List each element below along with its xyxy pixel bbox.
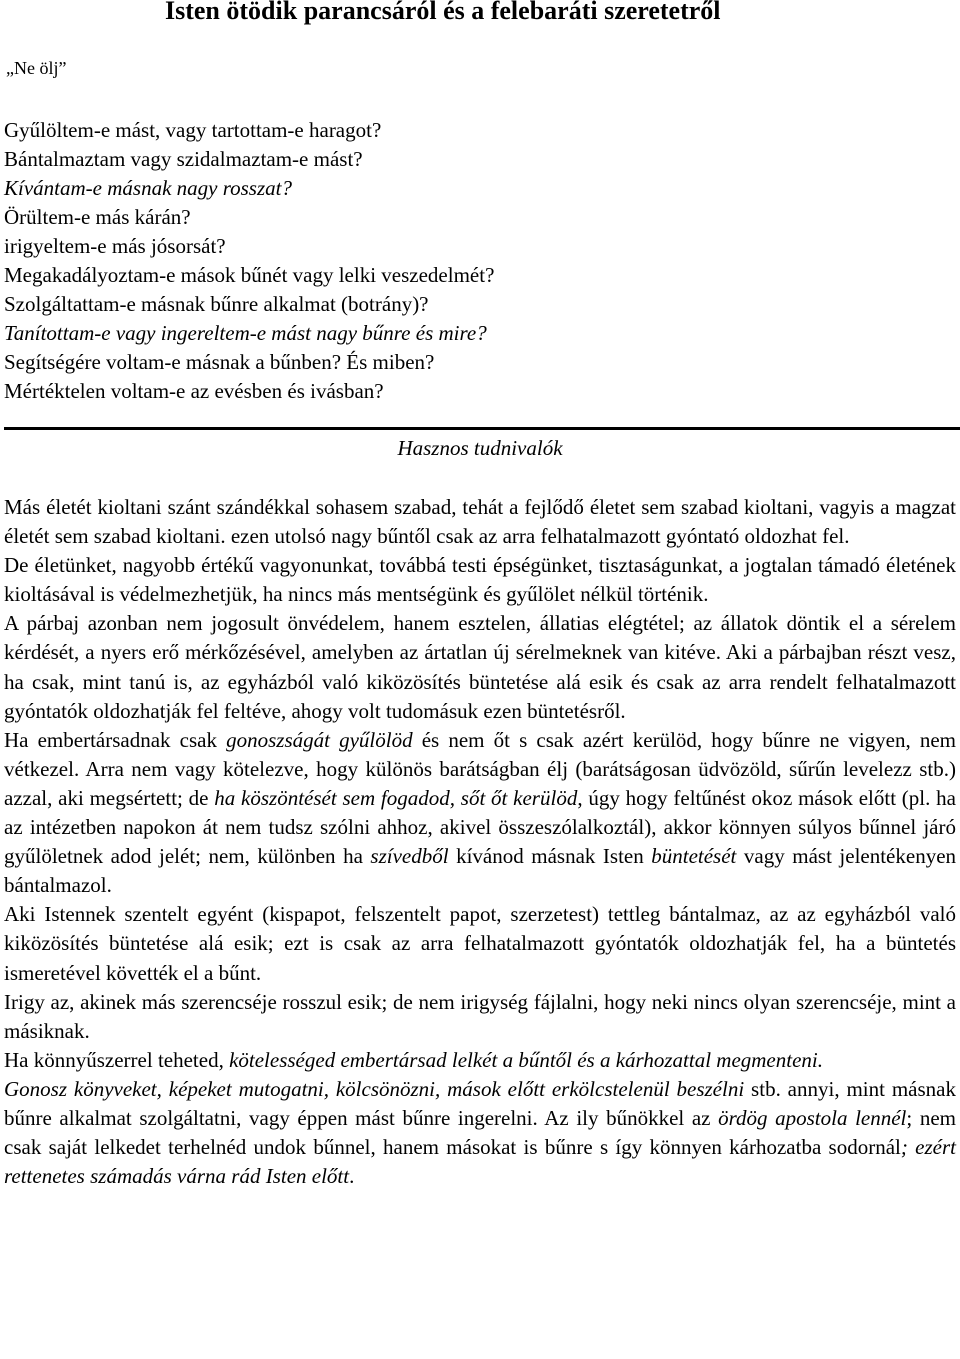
paragraph <box>4 988 956 1046</box>
emphasized-text: kötelességed embertársad lelkét a bűntől és a kárhozattal megmenteni. <box>229 1047 823 1072</box>
emphasized-text: gonoszságát gyűlölöd <box>226 727 413 752</box>
question-line: irigyeltem-e más jósorsát? <box>4 234 226 258</box>
paragraph <box>4 609 956 725</box>
paragraph-text: De életünket, nagyobb értékű vagyonunkat, továbbá testi épségünket, tisztaságunkat, a jogtalan támadó életének kioltásával is védelmezhetjük, ha nincs más mentségünk és gyűlölet nélkül történik. <box>4 553 956 607</box>
emphasized-text: ördög apostola lennél <box>718 1105 907 1130</box>
emphasized-text: Gonosz könyveket, képeket mutogatni, kölcsönözni, mások előtt erkölcstelenül beszélni <box>4 1076 745 1101</box>
paragraph-text: , úgy hogy feltűnést okoz mások előtt (pl. ha az intézetben napokon át nem tudsz szólni ahhoz, akivel összeszólalkoztál), akkor könnyen súlyos bűnnel járó gyűlöletnek adod jelét; nem, különben ha <box>4 785 956 869</box>
horizontal-divider <box>4 427 960 430</box>
question-line: Bántalmaztam vagy szidalmaztam-e mást? <box>4 147 363 171</box>
paragraph-text: Ha embertársadnak csak <box>4 727 227 752</box>
emphasized-text: ha köszöntését sem fogadod, sőt őt kerülöd <box>214 785 578 810</box>
question-line: Tanítottam-e vagy ingereltem-e mást nagy bűnre és mire? <box>4 321 487 345</box>
paragraph <box>4 493 956 551</box>
question-line: Kívántam-e másnak nagy rosszat? <box>4 176 292 200</box>
section-heading: Hasznos tudnivalók <box>397 436 563 460</box>
commandment-subtitle: „Ne ölj” <box>6 58 67 78</box>
body-text <box>4 493 956 1191</box>
examination-questions <box>4 116 956 406</box>
paragraph-text: ; nem csak saját lelkedet terhelnéd undok bűnnel, hanem másokat is bűnre s így könnyen kárhozatba sodornál <box>4 1105 957 1160</box>
paragraph <box>4 551 956 609</box>
paragraph-text: Ha könnyűszerrel teheted, <box>4 1047 230 1072</box>
question-line: Szolgáltattam-e másnak bűnre alkalmat (botrány)? <box>4 292 429 316</box>
paragraph-text: kívánod másnak Isten <box>448 844 652 869</box>
paragraph-text: Irigy az, akinek más szerencséje rosszul esik; de nem irigység fájlalni, hogy neki nincs olyan szerencséje, mint a másiknak. <box>4 989 956 1043</box>
paragraph-text: és nem őt s csak azért kerülöd, hogy bűnre ne vigyen, nem vétkezel. Arra nem vagy kötelezve, hogy különös barátságban élj (barátságosan üdvözöld, sűrűn levelezz stb.) azzal, aki megsértett; de <box>4 727 957 810</box>
question-line: Segítségére voltam-e másnak a bűnben? És miben? <box>4 350 435 374</box>
emphasized-text: ; ezért rettenetes számadás várna rád Isten előtt <box>4 1135 956 1189</box>
emphasized-text: büntetését <box>651 844 737 869</box>
paragraph-text: Más életét kioltani szánt szándékkal sohasem szabad, tehát a fejlődő életet sem szabad kioltani, vagyis a magzat életét sem szabad kioltani. ezen utolsó nagy bűntől csak az arra felhatalmazott gyóntató oldozhat fel. <box>4 495 956 549</box>
paragraph-text: . <box>349 1164 355 1189</box>
page-title: Isten ötödik parancsáról és a felebaráti szeretetről <box>165 0 721 25</box>
paragraph-text: stb. annyi, mint másnak bűnre alkalmat szolgáltatni, vagy éppen mást bűnre ingerelni. Az ily bűnökkel az <box>4 1076 956 1130</box>
paragraph <box>4 1075 956 1191</box>
question-line: Örültem-e más kárán? <box>4 205 191 229</box>
paragraph <box>4 1046 956 1075</box>
paragraph-text: Aki Istennek szentelt egyént (kispapot, felszentelt papot, szerzetest) tettleg bántalmaz, az az egyházból való kiközösítés büntetése alá esik; ezt is csak az arra felhatalmazott gyóntatók oldozhatják fel, ha a büntetés ismeretével követték el a bűnt. <box>4 902 956 985</box>
question-line: Mértéktelen voltam-e az evésben és ivásban? <box>4 379 384 403</box>
paragraph <box>4 726 956 901</box>
emphasized-text: szívedből <box>370 844 449 869</box>
paragraph <box>4 900 956 987</box>
paragraph-text: vagy mást jelentékenyen bántalmazol. <box>4 844 957 898</box>
question-line: Megakadályoztam-e mások bűnét vagy lelki veszedelmét? <box>4 263 495 287</box>
paragraph-text: A párbaj azonban nem jogosult önvédelem, hanem esztelen, állatias elégtétel; az állatok döntik el a sérelem kérdését, a nyers erő mérkőzésével, amelyben az ártatlan új sérelmeknek van kitéve. Aki a párbajban részt vesz, ha csak, mint tanú is, az egyházból való kiközösítés büntetése alá esik és csak az arra rendelt felhatalmazott gyóntatók oldozhatják fel feltéve, ahogy volt tudomásuk ezen büntetésről. <box>4 611 956 723</box>
question-line: Gyűlöltem-e mást, vagy tartottam-e haragot? <box>4 118 382 142</box>
